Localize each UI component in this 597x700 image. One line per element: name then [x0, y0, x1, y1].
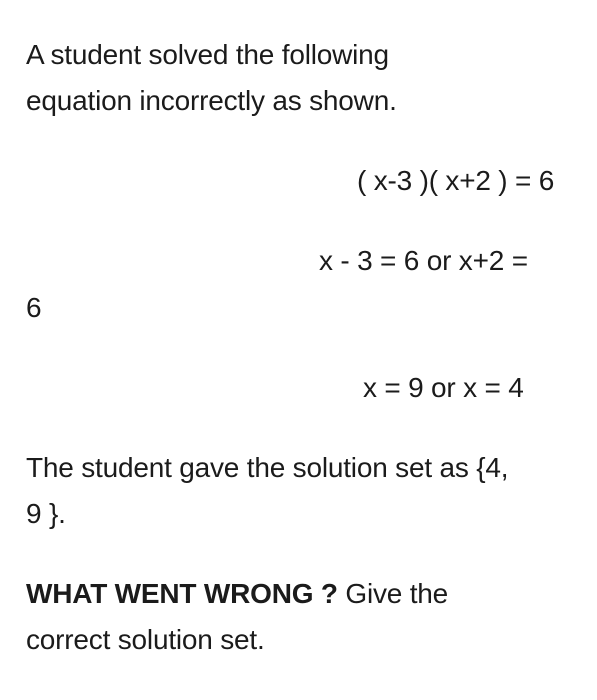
equation-line-1: ( x-3 )( x+2 ) = 6	[357, 165, 555, 196]
solution-line-2: 9 }.	[26, 498, 66, 529]
intro-line-1: A student solved the following	[26, 39, 389, 70]
question-bold: WHAT WENT WRONG ?	[26, 578, 338, 609]
equation-line-3: x = 9 or x = 4	[363, 372, 524, 403]
intro-line-2: equation incorrectly as shown.	[26, 85, 397, 116]
equation-line-2-wrap: 6	[26, 292, 42, 323]
solution-line-1: The student gave the solution set as {4,	[26, 452, 509, 483]
question-line-2: correct solution set.	[26, 624, 265, 655]
question-rest: Give the	[337, 578, 449, 609]
equation-line-2: x - 3 = 6 or x+2 =	[319, 245, 528, 276]
question-line-1	[26, 577, 448, 611]
